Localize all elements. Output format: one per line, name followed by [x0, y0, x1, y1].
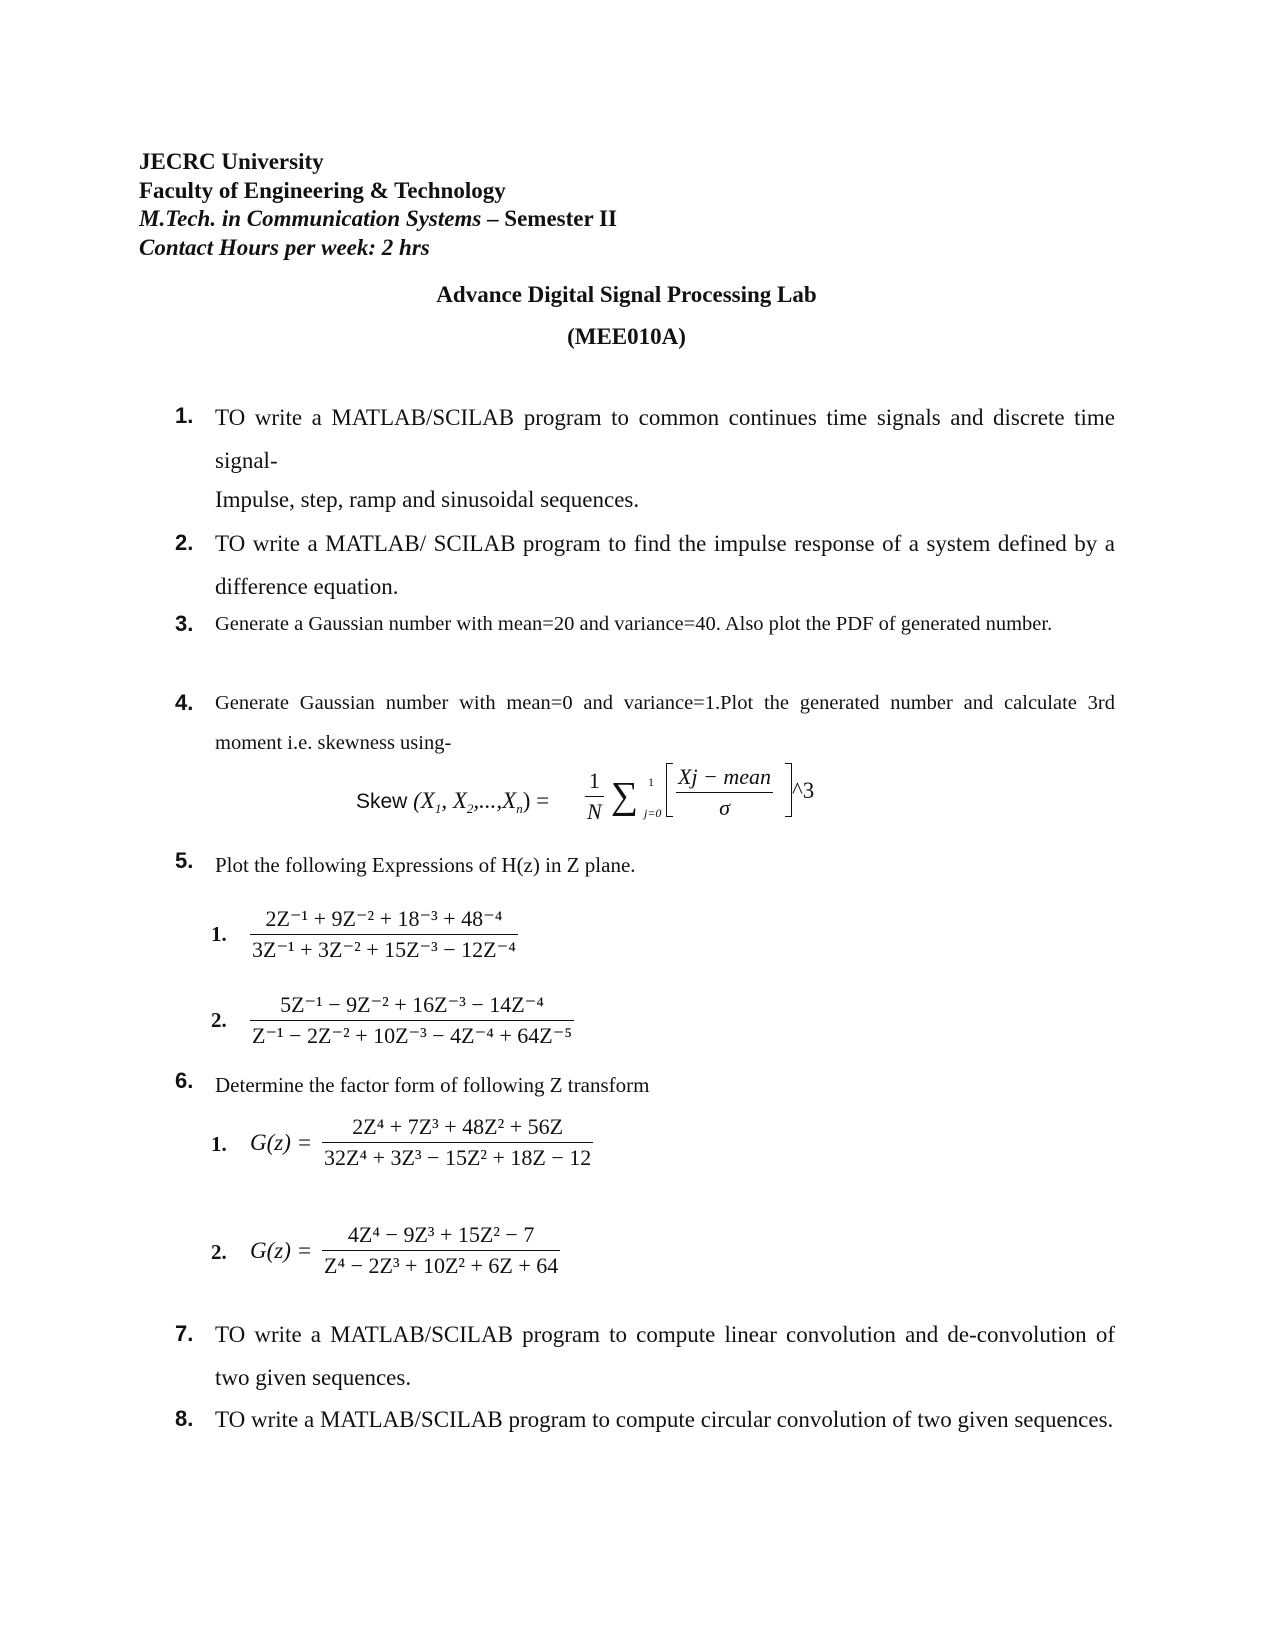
item-text-6: Determine the factor form of following Z transform — [215, 1073, 650, 1097]
coef-denominator: N — [587, 799, 602, 824]
g-expression-1 — [322, 1112, 593, 1173]
inner-denominator: σ — [719, 795, 730, 820]
g1-denominator: 32Z⁴ + 3Z³ − 15Z² + 18Z − 12 — [324, 1145, 592, 1170]
skew-power: ^3 — [792, 778, 815, 803]
skew-coefficient — [585, 766, 604, 827]
h-expression-label-1: 1. — [211, 922, 227, 946]
item-text-1: TO write a MATLAB/SCILAB program to common continues time signals and discrete time signal- — [215, 405, 1115, 473]
university-name: JECRC University — [139, 149, 324, 174]
skew-sub-2: 2 — [466, 801, 474, 816]
coef-numerator: 1 — [588, 768, 600, 793]
left-bracket — [666, 763, 673, 817]
item-text-5: Plot the following Expressions of H(z) in Z plane. — [215, 853, 636, 877]
h-expression-label-2: 2. — [211, 1008, 227, 1032]
skew-args-close: ) = — [522, 788, 550, 813]
h1-denominator: 3Z⁻¹ + 3Z⁻² + 15Z⁻³ − 12Z⁻⁴ — [252, 937, 516, 962]
item-number-1: 1. — [175, 403, 194, 428]
course-title: Advance Digital Signal Processing Lab — [436, 282, 817, 307]
semester-separator: – — [481, 206, 505, 231]
g-expression-2 — [322, 1220, 560, 1281]
g-expression-label-2: 2. — [211, 1240, 227, 1264]
g2-numerator: 4Z⁴ − 9Z³ + 15Z² − 7 — [347, 1222, 535, 1247]
item-text-4: Generate Gaussian number with mean=0 and variance=1.Plot the generated number and calculate 3rd moment i.e. skewness using- — [215, 692, 1115, 754]
skew-inner-fraction — [676, 762, 773, 823]
right-bracket — [785, 763, 792, 817]
skew-sub-n: n — [516, 801, 523, 816]
item-number-5: 5. — [175, 848, 194, 873]
item-number-3: 3. — [175, 611, 194, 636]
g1-numerator: 2Z⁴ + 7Z³ + 48Z² + 56Z — [352, 1114, 564, 1139]
g1-lhs: G(z) = — [250, 1130, 313, 1155]
program-name: M.Tech. in Communication Systems — [139, 206, 482, 231]
item-text-7: TO write a MATLAB/SCILAB program to compute linear convolution and de-convolution of two given sequences. — [215, 1322, 1115, 1390]
skew-prefix: Skew — [356, 790, 408, 813]
h-expression-1 — [250, 904, 518, 965]
inner-numerator: Xj − mean — [678, 764, 772, 789]
item-text-3: Generate a Gaussian number with mean=20 and variance=40. Also plot the PDF of generated number. — [215, 613, 1053, 635]
program-line — [139, 205, 617, 234]
item-text-8: TO write a MATLAB/SCILAB program to compute circular convolution of two given sequences. — [215, 1407, 1114, 1432]
item-subline-1: Impulse, step, ramp and sinusoidal sequences. — [215, 487, 640, 512]
skew-sub-1: 1 — [434, 801, 442, 816]
item-number-6: 6. — [175, 1068, 194, 1093]
g-expression-label-1: 1. — [211, 1132, 227, 1156]
item-text-2: TO write a MATLAB/ SCILAB program to find the impulse response of a system defined by a difference equation. — [215, 531, 1115, 599]
item-number-7: 7. — [175, 1321, 194, 1346]
item-number-4: 4. — [175, 690, 194, 715]
course-code: (MEE010A) — [567, 324, 686, 349]
contact-hours: Contact Hours per week: 2 hrs — [139, 234, 430, 260]
item-number-2: 2. — [175, 530, 194, 555]
semester: Semester II — [504, 206, 617, 231]
faculty-name: Faculty of Engineering & Technology — [139, 177, 506, 203]
h-expression-2 — [250, 990, 574, 1051]
g2-lhs: G(z) = — [250, 1238, 313, 1263]
summation-sign: ∑ — [611, 775, 639, 817]
item-number-8: 8. — [175, 1406, 194, 1431]
g2-denominator: Z⁴ − 2Z³ + 10Z² + 6Z + 64 — [324, 1253, 559, 1278]
skew-comma: , X — [441, 788, 467, 813]
skew-args-open: (X — [413, 788, 435, 813]
h2-numerator: 5Z⁻¹ − 9Z⁻² + 16Z⁻³ − 14Z⁻⁴ — [280, 992, 544, 1017]
sum-upper-limit: 1 — [648, 775, 654, 789]
skew-mid: ,...,X — [473, 788, 517, 813]
header-block — [139, 148, 617, 262]
h2-denominator: Z⁻¹ − 2Z⁻² + 10Z⁻³ − 4Z⁻⁴ + 64Z⁻⁵ — [252, 1023, 573, 1048]
sum-lower-limit: j=0 — [644, 806, 662, 820]
h1-numerator: 2Z⁻¹ + 9Z⁻² + 18⁻³ + 48⁻⁴ — [265, 906, 503, 931]
skew-lhs — [356, 788, 549, 814]
